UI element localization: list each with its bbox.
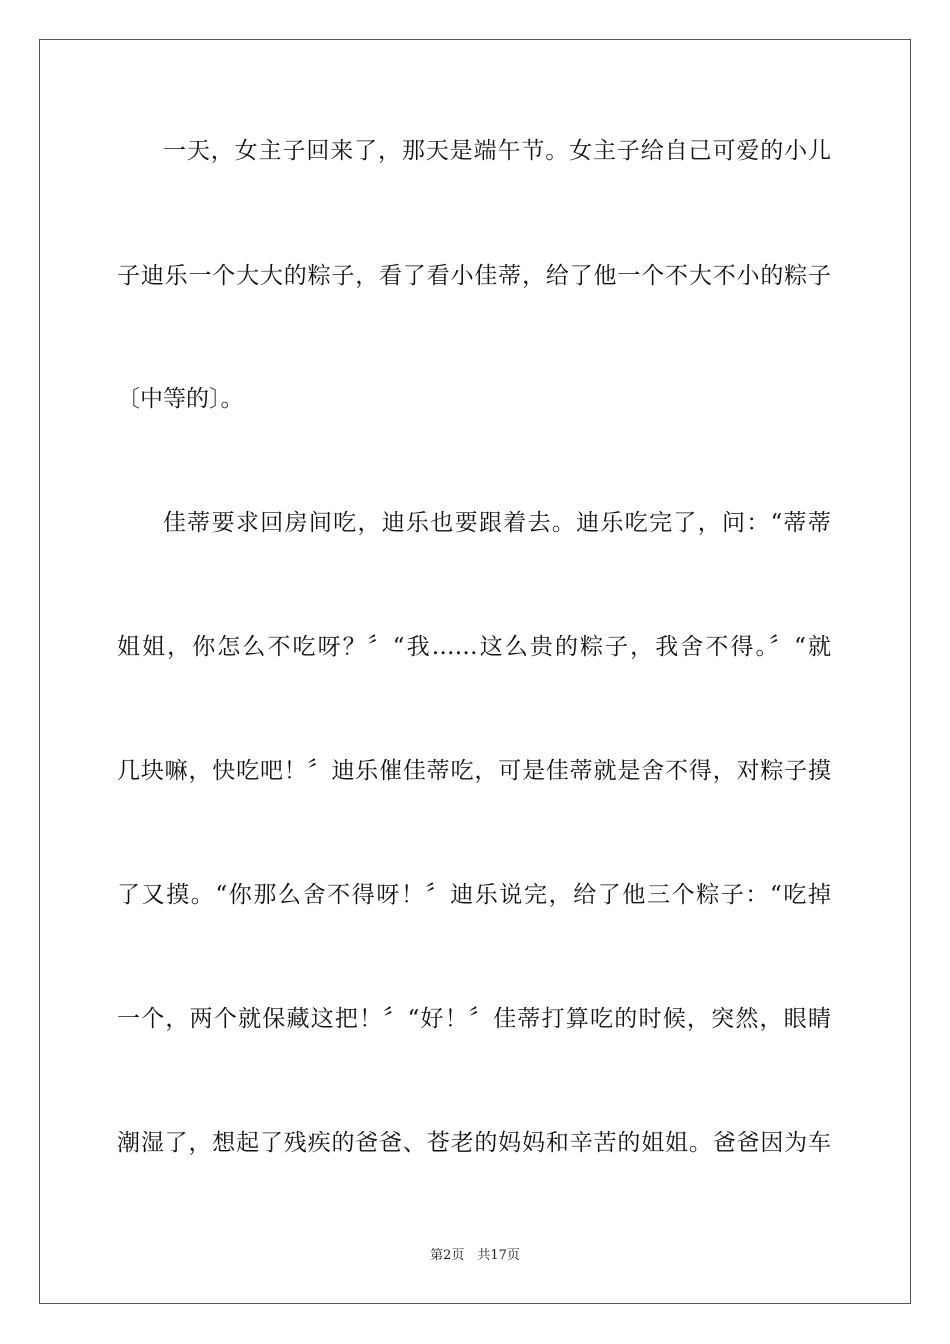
page-border: [39, 39, 911, 1304]
text-line-5: 姐姐，你怎么不吃呀？〞“我……这么贵的粽子，我舍不得。〞“就: [117, 634, 831, 660]
text-line-7: 了又摸。“你那么舍不得呀！〞迪乐说完，给了他三个粽子：“吃掉: [117, 882, 831, 908]
text-line-4: 佳蒂要求回房间吃，迪乐也要跟着去。迪乐吃完了，问：“蒂蒂: [163, 510, 831, 536]
page-number-footer: 第2页 共17页: [430, 1248, 520, 1263]
text-line-9: 潮湿了，想起了残疾的爸爸、苍老的妈妈和辛苦的姐姐。爸爸因为车: [117, 1130, 831, 1156]
text-line-6: 几块嘛，快吃吧！〞迪乐催佳蒂吃，可是佳蒂就是舍不得，对粽子摸: [117, 758, 831, 784]
text-line-3: 〔中等的〕。: [117, 386, 244, 412]
text-line-2: 子迪乐一个大大的粽子，看了看小佳蒂，给了他一个不大不小的粽子: [117, 263, 831, 289]
text-line-8: 一个，两个就保藏这把！〞“好！〞佳蒂打算吃的时候，突然，眼睛: [117, 1006, 831, 1032]
text-line-1: 一天，女主子回来了，那天是端午节。女主子给自己可爱的小儿: [163, 138, 831, 164]
